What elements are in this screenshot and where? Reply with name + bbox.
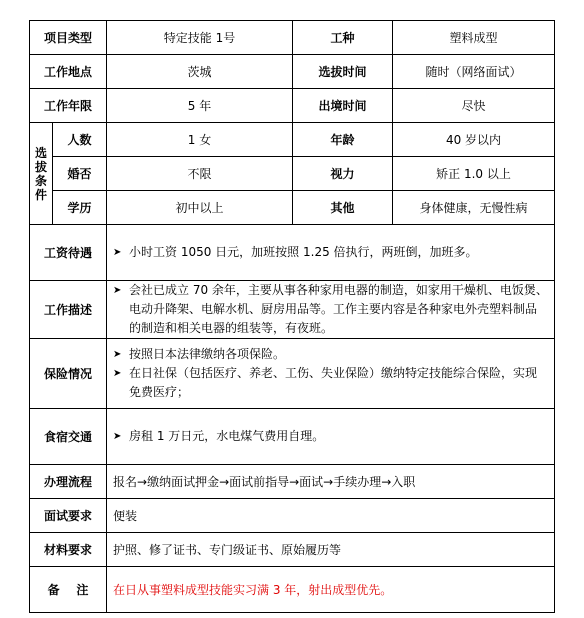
other-value: 身体健康，无慢性病 bbox=[393, 191, 555, 225]
headcount-value: 1 女 bbox=[107, 123, 293, 157]
job-label: 工种 bbox=[293, 21, 393, 55]
insurance-label: 保险情况 bbox=[30, 339, 107, 409]
bullet-text: 房租 1 万日元，水电煤气费用自理。 bbox=[129, 429, 325, 443]
vision-value: 矫正 1.0 以上 bbox=[393, 157, 555, 191]
project-type-label: 项目类型 bbox=[30, 21, 107, 55]
bullet-item bbox=[113, 364, 548, 402]
lodging-description bbox=[107, 409, 555, 465]
selection-conditions-label bbox=[30, 123, 53, 225]
side-char: 拔 bbox=[34, 159, 47, 174]
insurance-description bbox=[107, 339, 555, 409]
departure-label: 出境时间 bbox=[293, 89, 393, 123]
headcount-label: 人数 bbox=[53, 123, 107, 157]
age-value: 40 岁以内 bbox=[393, 123, 555, 157]
materials-value: 护照、修了证书、专门级证书、原始履历等 bbox=[107, 533, 555, 567]
arrow-right-icon: ➤ bbox=[113, 285, 122, 296]
side-char: 选 bbox=[34, 145, 47, 160]
years-label: 工作年限 bbox=[30, 89, 107, 123]
bullet-text: 会社已成立 70 余年，主要从事各种家用电器的制造，如家用干燥机、电饭煲、电动升降架、电解水机、厨房用品等。工作主要内容是各种家电外壳塑料制品的制造和相关电器的组装等，有夜班。 bbox=[129, 283, 548, 335]
bullet-item bbox=[113, 281, 548, 338]
process-value: 报名→缴纳面试押金→面试前指导→面试→手续办理→入职 bbox=[107, 465, 555, 499]
job-value: 塑料成型 bbox=[393, 21, 555, 55]
marital-value: 不限 bbox=[107, 157, 293, 191]
lodging-label: 食宿交通 bbox=[30, 409, 107, 465]
selection-time-value: 随时（网络面试） bbox=[393, 55, 555, 89]
arrow-right-icon: ➤ bbox=[113, 247, 122, 258]
location-label: 工作地点 bbox=[30, 55, 107, 89]
departure-value: 尽快 bbox=[393, 89, 555, 123]
process-label: 办理流程 bbox=[30, 465, 107, 499]
remarks-label: 备 注 bbox=[30, 567, 107, 613]
marital-label: 婚否 bbox=[53, 157, 107, 191]
bullet-text: 小时工资 1050 日元，加班按照 1.25 倍执行，两班倒，加班多。 bbox=[129, 245, 478, 259]
age-label: 年龄 bbox=[293, 123, 393, 157]
bullet-item bbox=[113, 427, 548, 446]
arrow-right-icon: ➤ bbox=[113, 431, 122, 442]
interview-value: 便装 bbox=[107, 499, 555, 533]
years-value: 5 年 bbox=[107, 89, 293, 123]
arrow-right-icon: ➤ bbox=[113, 368, 122, 379]
job-description bbox=[107, 281, 555, 339]
other-label: 其他 bbox=[293, 191, 393, 225]
location-value: 茨城 bbox=[107, 55, 293, 89]
selection-time-label: 选拔时间 bbox=[293, 55, 393, 89]
materials-label: 材料要求 bbox=[30, 533, 107, 567]
job-desc-label: 工作描述 bbox=[30, 281, 107, 339]
salary-label: 工资待遇 bbox=[30, 225, 107, 281]
interview-label: 面试要求 bbox=[30, 499, 107, 533]
project-type-value: 特定技能 1号 bbox=[107, 21, 293, 55]
recruitment-table bbox=[29, 20, 555, 613]
arrow-right-icon: ➤ bbox=[113, 349, 122, 360]
bullet-item bbox=[113, 243, 548, 262]
side-char: 件 bbox=[34, 187, 47, 202]
bullet-item bbox=[113, 345, 548, 364]
side-char: 条 bbox=[34, 173, 47, 188]
remarks-value: 在日从事塑料成型技能实习满 3 年，射出成型优先。 bbox=[107, 567, 555, 613]
education-value: 初中以上 bbox=[107, 191, 293, 225]
vision-label: 视力 bbox=[293, 157, 393, 191]
bullet-text: 按照日本法律缴纳各项保险。 bbox=[129, 347, 286, 361]
bullet-text: 在日社保（包括医疗、养老、工伤、失业保险）缴纳特定技能综合保险，实现免费医疗； bbox=[129, 366, 538, 399]
education-label: 学历 bbox=[53, 191, 107, 225]
salary-description bbox=[107, 225, 555, 281]
